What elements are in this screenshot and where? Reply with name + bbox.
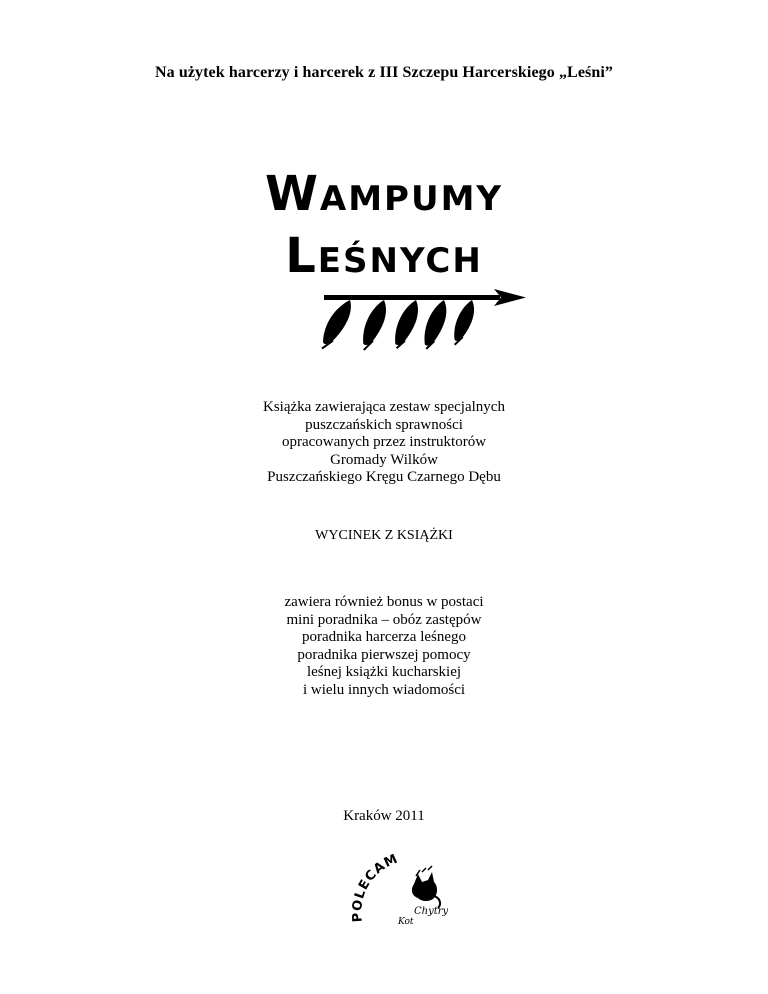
- description-line: Książka zawierająca zestaw specjalnych: [263, 399, 505, 415]
- description-line: Puszczańskiego Kręgu Czarnego Dębu: [267, 469, 501, 485]
- description-line: opracowanych przez instruktorów: [281, 434, 487, 450]
- bonus-description: [0, 594, 768, 699]
- stamp-sub-1: Chytry: [414, 906, 448, 917]
- svg-text:POLECAM: [350, 852, 401, 923]
- description-line: puszczańskich sprawności: [305, 416, 463, 433]
- title-line-1: Wampumy: [264, 166, 504, 222]
- bonus-line: i wielu innych wiadomości: [302, 681, 466, 698]
- description-line: Gromady Wilków: [330, 451, 438, 468]
- bonus-line: poradnika pierwszej pomocy: [297, 646, 471, 663]
- dedication-header: Na użytek harcerzy i harcerek z III Szczepu Harcerskiego „Leśni”: [154, 64, 614, 81]
- bonus-line: leśnej książki kucharskiej: [306, 664, 462, 680]
- arrow-with-feathers-icon: [294, 286, 526, 356]
- bonus-line: poradnika harcerza leśnego: [301, 629, 467, 645]
- bonus-line: mini poradnika – obóz zastępów: [286, 611, 482, 628]
- bonus-line: zawiera również bonus w postaci: [284, 594, 484, 610]
- stamp-word: POLECAM: [350, 851, 401, 923]
- excerpt-label: WYCINEK Z KSIĄŻKI: [315, 528, 453, 543]
- place-and-date: Kraków 2011: [343, 808, 425, 824]
- stamp-sub-2: Kot: [398, 917, 414, 927]
- book-description: [0, 399, 768, 487]
- cat-stamp-icon: [348, 850, 448, 930]
- title-line-2: Leśnych: [285, 228, 483, 284]
